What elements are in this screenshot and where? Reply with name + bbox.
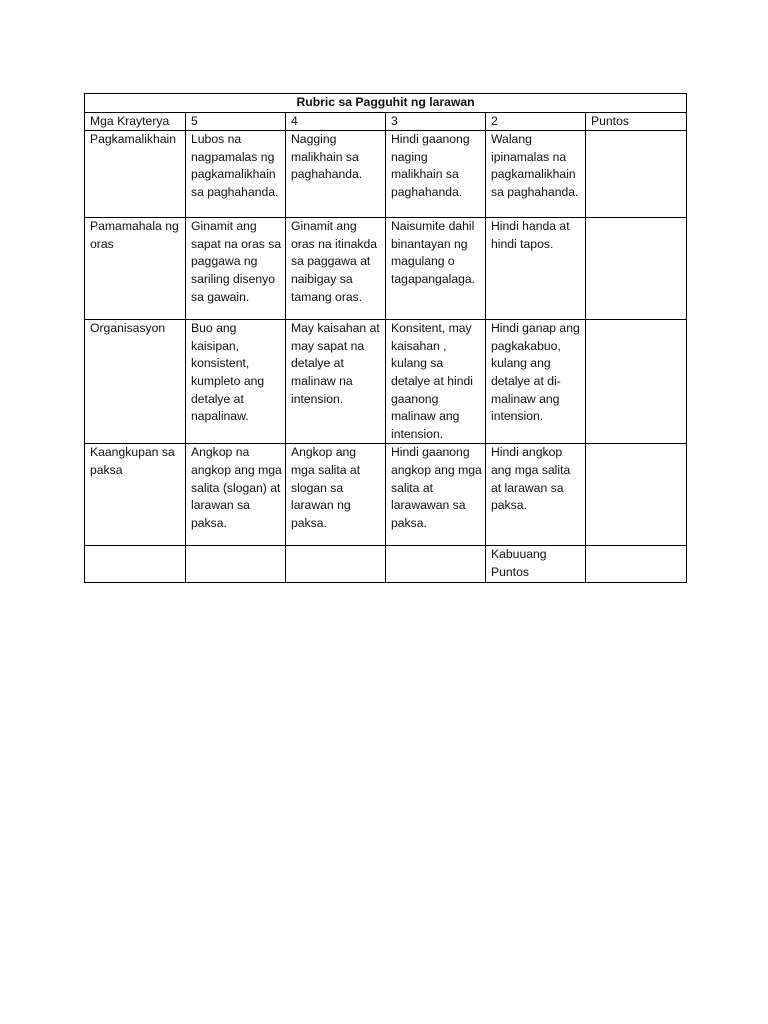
descriptor-cell-5: Lubos na nagpamalas ng pagkamalikhain sa paghahanda.: [186, 131, 286, 218]
header-score-2: 2: [486, 112, 586, 131]
criterion-cell: Kaangkupan sa paksa: [85, 444, 186, 546]
header-score-3: 3: [386, 112, 486, 131]
descriptor-cell-4: Nagging malikhain sa paghahanda.: [286, 131, 386, 218]
puntos-cell: [586, 218, 687, 320]
descriptor-cell-3: Konsitent, may kaisahan , kulang sa detalye at hindi gaanong malinaw ang intension.: [386, 320, 486, 444]
empty-cell: [386, 546, 486, 582]
empty-cell: [186, 546, 286, 582]
table-row: [85, 320, 687, 444]
criterion-cell: Organisasyon: [85, 320, 186, 444]
table-row: [85, 444, 687, 546]
descriptor-cell-2: Walang ipinamalas na pagkamalikhain sa paghahanda.: [486, 131, 586, 218]
descriptor-cell-2: Hindi handa at hindi tapos.: [486, 218, 586, 320]
puntos-cell: [586, 444, 687, 546]
descriptor-cell-3: Hindi gaanong naging malikhain sa paghahanda.: [386, 131, 486, 218]
puntos-cell: [586, 131, 687, 218]
rubric-table: [84, 93, 687, 583]
criterion-cell: Pagkamalikhain: [85, 131, 186, 218]
puntos-cell: [586, 320, 687, 444]
descriptor-cell-4: Ginamit ang oras na itinakda sa paggawa at naibigay sa tamang oras.: [286, 218, 386, 320]
table-row: [85, 218, 687, 320]
rubric-title: Rubric sa Pagguhit ng larawan: [85, 94, 687, 113]
title-row: [85, 94, 687, 113]
header-score-4: 4: [286, 112, 386, 131]
empty-cell: [85, 546, 186, 582]
descriptor-cell-4: May kaisahan at may sapat na detalye at malinaw na intension.: [286, 320, 386, 444]
descriptor-cell-5: Ginamit ang sapat na oras sa paggawa ng sariling disenyo sa gawain.: [186, 218, 286, 320]
table-row: [85, 131, 687, 218]
total-row: [85, 546, 687, 582]
header-puntos: Puntos: [586, 112, 687, 131]
criterion-cell: Pamamahala ng oras: [85, 218, 186, 320]
header-score-5: 5: [186, 112, 286, 131]
descriptor-cell-3: Hindi gaanong angkop ang mga salita at larawawan sa paksa.: [386, 444, 486, 546]
descriptor-cell-5: Buo ang kaisipan, konsistent, kumpleto ang detalye at napalinaw.: [186, 320, 286, 444]
descriptor-cell-2: Hindi ganap ang pagkakabuo, kulang ang detalye at di-malinaw ang intension.: [486, 320, 586, 444]
descriptor-cell-2: Hindi angkop ang mga salita at larawan sa paksa.: [486, 444, 586, 546]
descriptor-cell-3: Naisumite dahil binantayan ng magulang o tagapangalaga.: [386, 218, 486, 320]
descriptor-cell-4: Angkop ang mga salita at slogan sa larawan ng paksa.: [286, 444, 386, 546]
descriptor-cell-5: Angkop na angkop ang mga salita (slogan) at larawan sa paksa.: [186, 444, 286, 546]
header-row: [85, 112, 687, 131]
header-criteria: Mga Krayterya: [85, 112, 186, 131]
total-label: Kabuuang Puntos: [486, 546, 586, 582]
total-puntos-cell: [586, 546, 687, 582]
empty-cell: [286, 546, 386, 582]
